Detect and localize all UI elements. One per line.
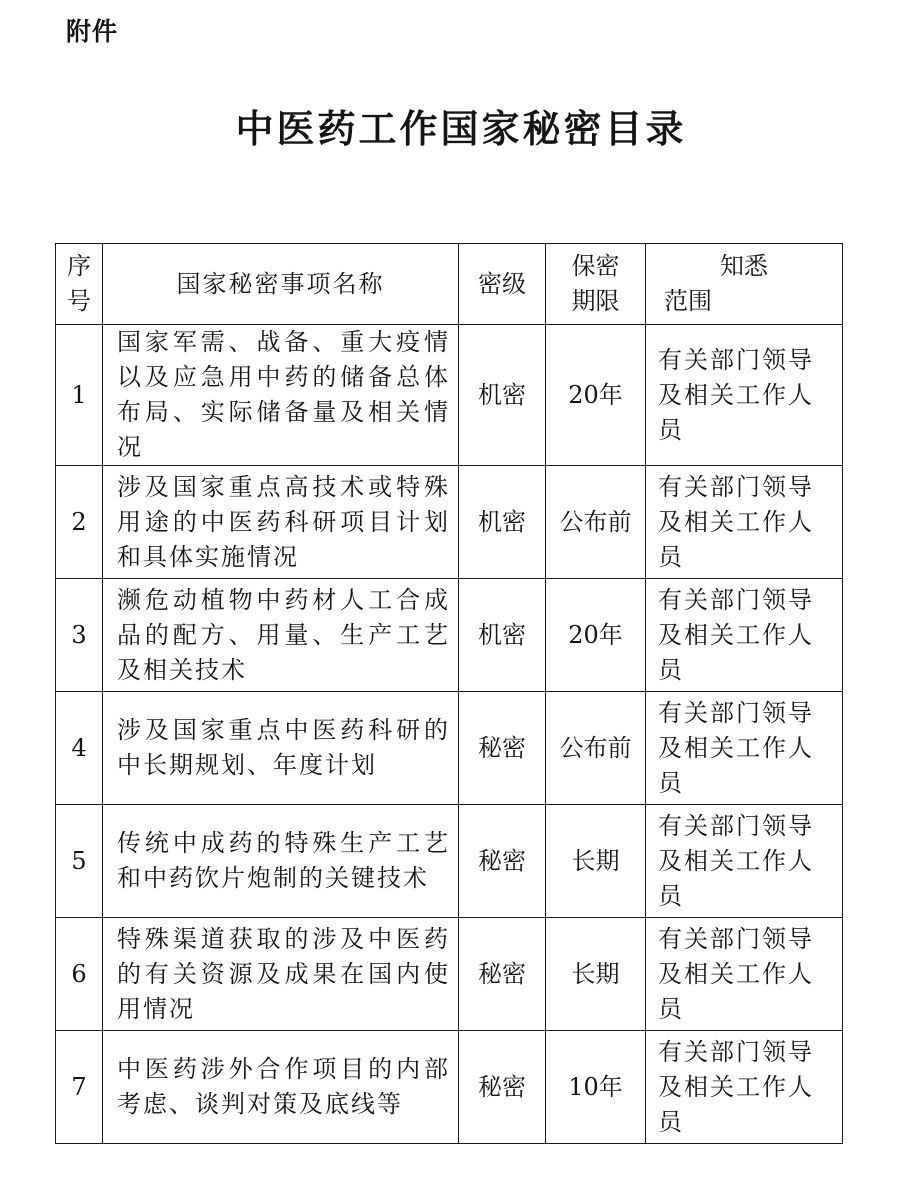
- row-access-scope: 有关部门领导及相关工作人员: [646, 692, 843, 805]
- row-classification-level: 秘密: [459, 692, 546, 805]
- table-row: [56, 805, 843, 918]
- header-serial-number: [56, 244, 103, 325]
- row-confidentiality-term: 长期: [546, 805, 646, 918]
- row-serial-number: 3: [56, 579, 103, 692]
- header-term-line1: 保密: [571, 252, 620, 280]
- row-confidentiality-term: 10年: [546, 1031, 646, 1144]
- row-serial-number: 4: [56, 692, 103, 805]
- row-item-name: 传统中成药的特殊生产工艺和中药饮片炮制的关键技术: [103, 805, 459, 918]
- table-row: [56, 918, 843, 1031]
- header-classification-level: 密级: [459, 244, 546, 325]
- row-item-name: 涉及国家重点中医药科研的中长期规划、年度计划: [103, 692, 459, 805]
- row-classification-level: 机密: [459, 325, 546, 466]
- row-serial-number: 5: [56, 805, 103, 918]
- header-item-name: 国家秘密事项名称: [103, 244, 459, 325]
- header-confidentiality-term: [546, 244, 646, 325]
- row-classification-level: 机密: [459, 466, 546, 579]
- row-confidentiality-term: 公布前: [546, 466, 646, 579]
- secrets-catalog-table: [55, 243, 843, 1144]
- row-confidentiality-term: 20年: [546, 325, 646, 466]
- table-row: [56, 1031, 843, 1144]
- row-serial-number: 2: [56, 466, 103, 579]
- header-scope-line2: 范围: [664, 287, 712, 315]
- table-row: [56, 325, 843, 466]
- document-title: 中医药工作国家秘密目录: [235, 107, 687, 151]
- row-serial-number: 7: [56, 1031, 103, 1144]
- row-item-name: 特殊渠道获取的涉及中医药的有关资源及成果在国内使用情况: [103, 918, 459, 1031]
- header-access-scope: [646, 244, 843, 325]
- row-item-name: 中医药涉外合作项目的内部考虑、谈判对策及底线等: [103, 1031, 459, 1144]
- table-header-row: [56, 244, 843, 325]
- table-row: [56, 692, 843, 805]
- table-row: [56, 466, 843, 579]
- row-item-name: 涉及国家重点高技术或特殊用途的中医药科研项目计划和具体实施情况: [103, 466, 459, 579]
- row-confidentiality-term: 公布前: [546, 692, 646, 805]
- row-access-scope: 有关部门领导及相关工作人员: [646, 1031, 843, 1144]
- row-serial-number: 6: [56, 918, 103, 1031]
- table-row: [56, 579, 843, 692]
- row-access-scope: 有关部门领导及相关工作人员: [646, 579, 843, 692]
- row-classification-level: 秘密: [459, 805, 546, 918]
- row-access-scope: 有关部门领导及相关工作人员: [646, 325, 843, 466]
- row-classification-level: 机密: [459, 579, 546, 692]
- row-confidentiality-term: 长期: [546, 918, 646, 1031]
- row-confidentiality-term: 20年: [546, 579, 646, 692]
- row-access-scope: 有关部门领导及相关工作人员: [646, 918, 843, 1031]
- attachment-label: 附件: [66, 17, 119, 46]
- row-serial-number: 1: [56, 325, 103, 466]
- row-access-scope: 有关部门领导及相关工作人员: [646, 466, 843, 579]
- header-serial-line2: 号: [67, 287, 91, 315]
- header-scope-line1: 知悉: [720, 252, 768, 280]
- header-term-line2: 期限: [571, 287, 620, 315]
- header-serial-line1: 序: [67, 252, 91, 280]
- row-access-scope: 有关部门领导及相关工作人员: [646, 805, 843, 918]
- row-classification-level: 秘密: [459, 918, 546, 1031]
- row-classification-level: 秘密: [459, 1031, 546, 1144]
- row-item-name: 濒危动植物中药材人工合成品的配方、用量、生产工艺及相关技术: [103, 579, 459, 692]
- row-item-name: 国家军需、战备、重大疫情以及应急用中药的储备总体布局、实际储备量及相关情况: [103, 325, 459, 466]
